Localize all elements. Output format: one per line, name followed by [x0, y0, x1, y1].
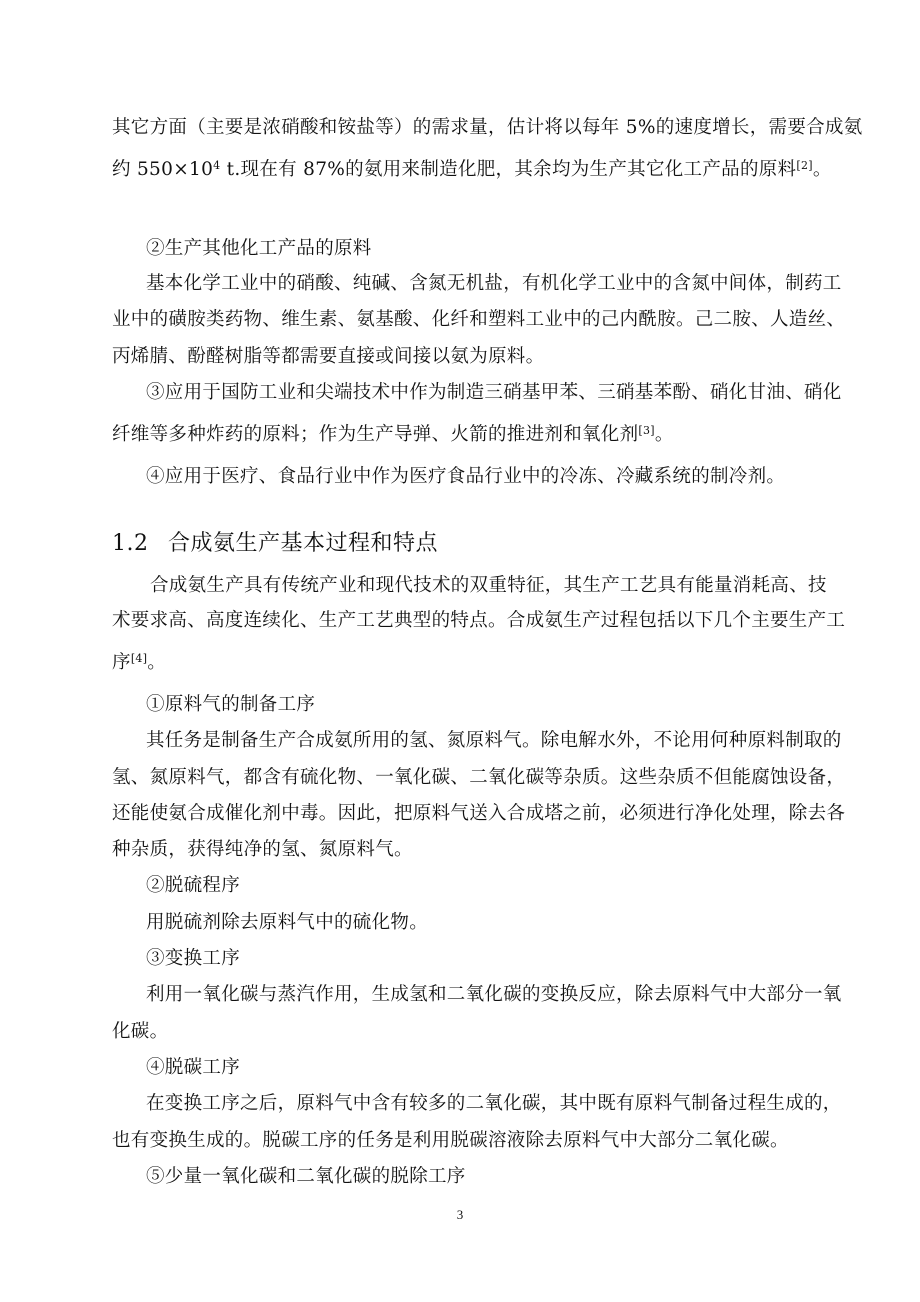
- body-text-line: 合成氨生产具有传统产业和现代技术的双重特征，其生产工艺具有能量消耗高、技: [150, 575, 827, 596]
- body-text-line: 丙烯腈、酚醛树脂等都需要直接或间接以氨为原料。: [112, 346, 545, 367]
- body-text-line: 业中的磺胺类药物、维生素、氨基酸、化纤和塑料工业中的己内酰胺。己二胺、人造丝、: [112, 309, 846, 330]
- list-item-title: ①原料气的制备工序: [146, 694, 316, 715]
- text-fragment: 序: [112, 652, 131, 673]
- body-text-line: 化碳。: [112, 1021, 169, 1042]
- citation-ref: [4]: [130, 652, 148, 665]
- list-item-title: ③变换工序: [146, 948, 241, 969]
- list-item-title: ③应用于国防工业和尖端技术中作为制造三硝基甲苯、三硝基苯酚、硝化甘油、硝化: [146, 382, 842, 403]
- list-item-title: ⑤少量一氧化碳和二氧化碳的脱除工序: [146, 1166, 466, 1187]
- body-text-line: [112, 423, 674, 447]
- section-number: 1.2: [112, 531, 149, 556]
- section-title: 合成氨生产基本过程和特点: [168, 531, 439, 556]
- citation-ref: [2]: [796, 159, 813, 172]
- list-item-title: ②生产其他化工产品的原料: [146, 238, 372, 259]
- body-text-line: 在变换工序之后，原料气中含有较多的二氧化碳，其中既有原料气制备过程生成的，: [146, 1093, 842, 1114]
- text-fragment: 约 550×10: [112, 159, 214, 180]
- superscript-exponent: 4: [213, 159, 221, 172]
- list-item-title: ④应用于医疗、食品行业中作为医疗食品行业中的冷冻、冷藏系统的制冷剂。: [146, 466, 786, 487]
- body-text-line: 基本化学工业中的硝酸、纯碱、含氮无机盐，有机化学工业中的含氮中间体，制药工: [146, 273, 842, 294]
- body-text-line: 术要求高、高度连续化、生产工艺典型的特点。合成氨生产过程包括以下几个主要生产工: [112, 610, 846, 631]
- body-text-line: [112, 651, 166, 675]
- body-text-line: 利用一氧化碳与蒸汽作用，生成氢和二氧化碳的变换反应，除去原料气中大部分一氧: [146, 984, 842, 1005]
- body-text-line: 也有变换生成的。脱碳工序的任务是利用脱碳溶液除去原料气中大部分二氧化碳。: [112, 1130, 789, 1151]
- body-text-line: 用脱硫剂除去原料气中的硫化物。: [146, 912, 429, 933]
- text-fragment: 纤维等多种炸药的原料；作为生产导弹、火箭的推进剂和氧化剂: [112, 424, 639, 445]
- text-fragment: 。: [812, 159, 832, 180]
- body-text-line: 种杂质，获得纯净的氢、氮原料气。: [112, 839, 413, 860]
- citation-ref: [3]: [638, 424, 655, 437]
- text-fragment: t.现在有 87%的氨用来制造化肥，其余均为生产其它化工产品的原料: [220, 159, 797, 180]
- body-text-line: 氢、氮原料气，都含有硫化物、一氧化碳、二氧化碳等杂质。这些杂质不但能腐蚀设备，: [112, 767, 846, 788]
- text-fragment: 。: [147, 652, 167, 673]
- body-text-line: 还能使氨合成催化剂中毒。因此，把原料气送入合成塔之前，必须进行净化处理，除去各: [112, 803, 846, 824]
- list-item-title: ④脱碳工序: [146, 1057, 241, 1078]
- list-item-title: ②脱硫程序: [146, 875, 241, 896]
- body-text-line: [112, 158, 832, 182]
- section-heading: [112, 530, 438, 558]
- body-text-line: 其它方面（主要是浓硝酸和铵盐等）的需求量，估计将以每年 5%的速度增长，需要合成氨: [112, 117, 863, 138]
- text-fragment: 。: [654, 424, 674, 445]
- body-text-line: 其任务是制备生产合成氨所用的氢、氮原料气。除电解水外，不论用何种原料制取的: [146, 730, 842, 751]
- page-number: 3: [456, 1207, 464, 1222]
